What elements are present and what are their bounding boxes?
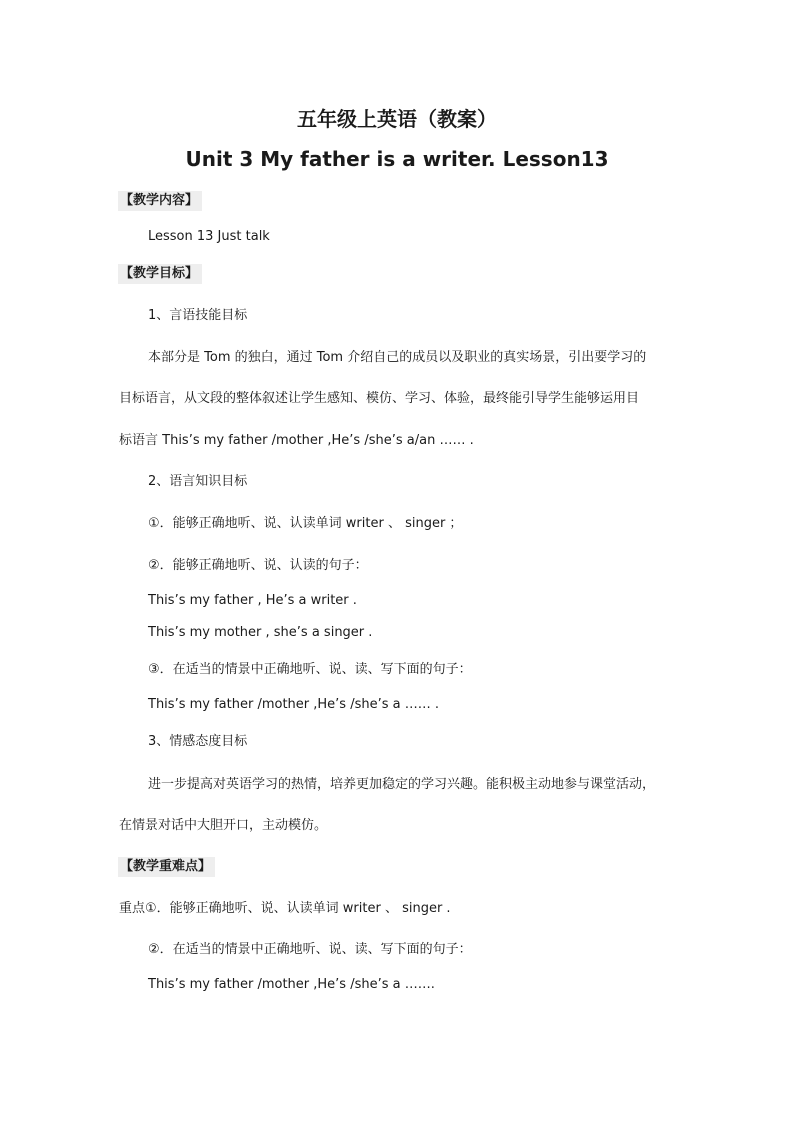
goal1-paragraph-line2: 目标语言，从文段的整体叙述让学生感知、模仿、学习、体验，最终能引导学生能够运用目 (119, 391, 640, 406)
goal2-sentence3: This’s my father /mother ,He’s /she’s a …… . (148, 697, 439, 712)
key-point-item2: ②．在适当的情景中正确地听、说、读、写下面的句子： (148, 942, 472, 957)
goal3-heading: 3、情感态度目标 (148, 734, 248, 749)
document-title: 五年级上英语（教案） (297, 107, 497, 131)
goal2-item3: ③．在适当的情景中正确地听、说、读、写下面的句子： (148, 662, 472, 677)
document-subtitle: Unit 3 My father is a writer. Lesson13 (185, 147, 609, 171)
content-text: Lesson 13 Just talk (148, 229, 270, 244)
goal1-paragraph-line1: 本部分是 Tom 的独白，通过 Tom 介绍自己的成员以及职业的真实场景，引出要学习的 (148, 350, 647, 365)
section-heading-content: 【教学内容】 (118, 191, 202, 211)
section-heading-key-points: 【教学重难点】 (118, 857, 215, 877)
goal3-paragraph-line1: 进一步提高对英语学习的热情，培养更加稳定的学习兴趣。能积极主动地参与课堂活动， (148, 777, 656, 792)
goal2-item1: ①．能够正确地听、说、认读单词 writer 、 singer ； (148, 516, 463, 531)
goal2-sentence1: This’s my father , He’s a writer . (148, 593, 357, 608)
goal1-paragraph-line3: 标语言 This’s my father /mother ,He’s /she’s a/an …… . (119, 433, 474, 448)
section-heading-goals: 【教学目标】 (118, 264, 202, 284)
goal2-heading: 2、语言知识目标 (148, 474, 248, 489)
key-point-item1: 重点①．能够正确地听、说、认读单词 writer 、 singer . (119, 901, 451, 916)
goal2-item2: ②．能够正确地听、说、认读的句子： (148, 558, 368, 573)
goal3-paragraph-line2: 在情景对话中大胆开口，主动模仿。 (119, 818, 328, 833)
key-point-sentence: This’s my father /mother ,He’s /she’s a ……. (148, 977, 435, 992)
goal2-sentence2: This’s my mother , she’s a singer . (148, 625, 373, 640)
goal1-heading: 1、言语技能目标 (148, 308, 248, 323)
